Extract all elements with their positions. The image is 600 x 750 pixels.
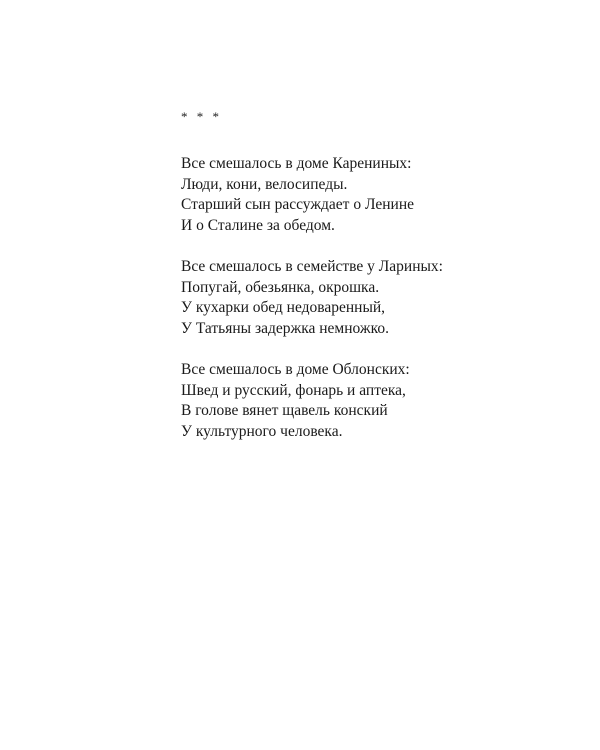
stanza-3 — [181, 360, 443, 442]
poem-line: Все смешалось в доме Облонских: — [181, 361, 410, 378]
poem-line: В голове вянет щавель конский — [181, 402, 388, 419]
asterism-separator: * * * — [181, 109, 219, 124]
stanza-2 — [181, 257, 443, 339]
poem-line: У культурного человека. — [181, 422, 343, 440]
poem-line: Все смешалось в доме Карениных: — [181, 155, 412, 172]
poem-line: У кухарки обед недоваренный, — [181, 299, 386, 316]
stanza-1 — [181, 154, 443, 236]
poem-line: Попугай, обезьянка, окрошка. — [181, 278, 380, 296]
poem-line: Люди, кони, велосипеды. — [181, 175, 348, 193]
poem-line: И о Сталине за обедом. — [181, 216, 335, 234]
poem-line: Швед и русский, фонарь и аптека, — [181, 381, 406, 399]
poem-line: У Татьяны задержка немножко. — [181, 319, 389, 337]
poem — [181, 107, 443, 463]
poem-line: Все смешалось в семействе у Лариных: — [181, 258, 443, 275]
poem-line: Старший сын рассуждает о Ленине — [181, 196, 414, 213]
